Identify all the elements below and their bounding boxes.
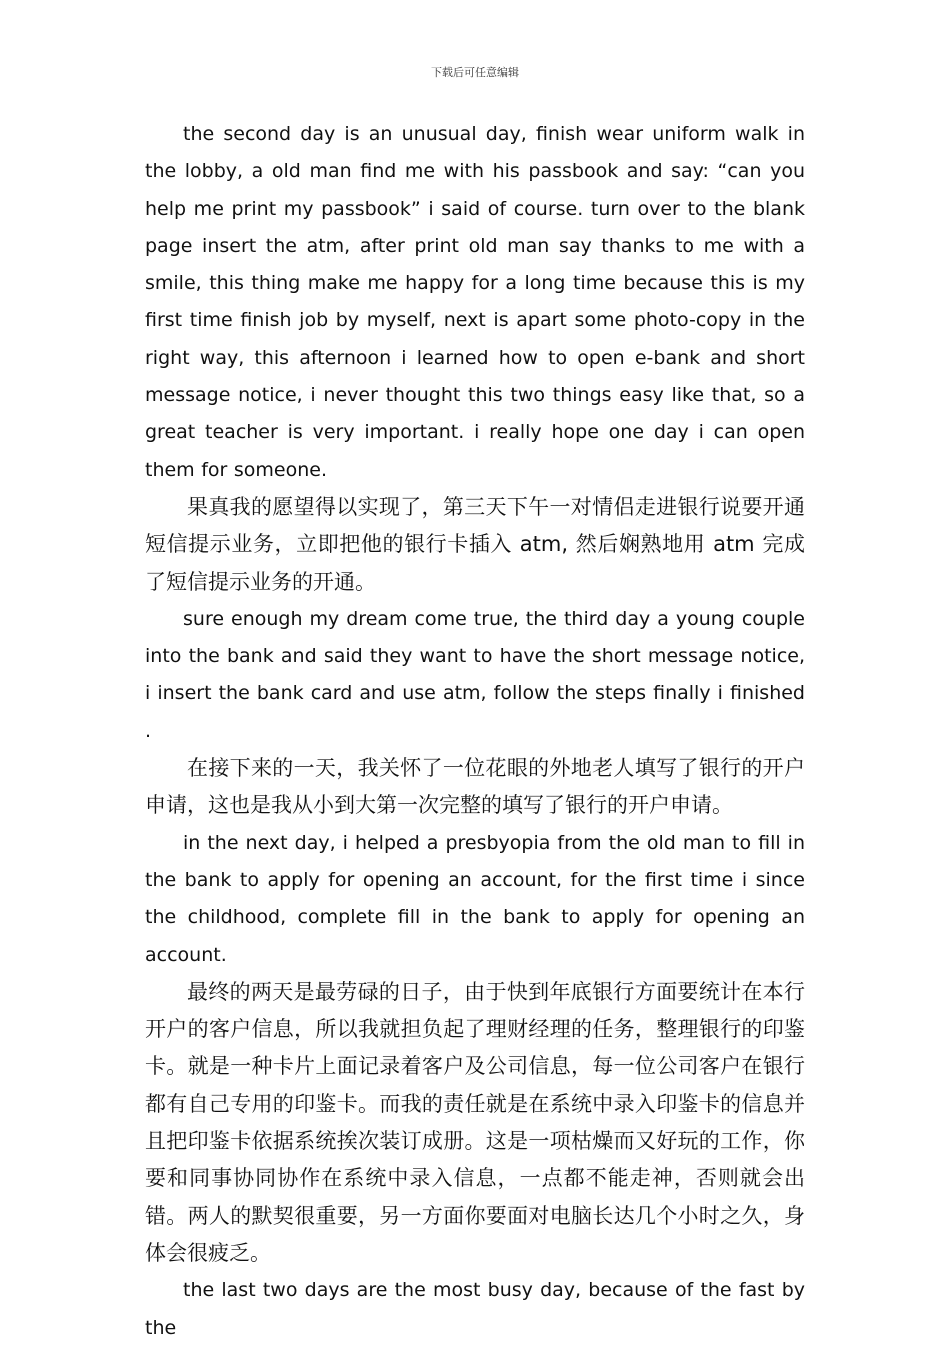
paragraph-en-last-days: the last two days are the most busy day, because of the fast by the (145, 1279, 805, 1339)
page-header: 下载后可任意编辑 (431, 66, 519, 79)
document-body (145, 116, 805, 1347)
paragraph-en-third-day: sure enough my dream come true, the third day a young couple into the bank and said they want to have the short message notice, i insert the bank card and use atm, follow the steps finally i finished . (145, 607, 805, 742)
paragraph-zh-last-days: 最终的两天是最劳碌的日子，由于快到年底银行方面要统计在本行开户的客户信息，所以我就担负起了理财经理的任务，整理银行的印鉴卡。就是一种卡片上面记录着客户及公司信息，每一位公司客户在银行都有自己专用的印鉴卡。而我的责任就是在系统中录入印鉴卡的信息并且把印鉴卡依据系统挨次装订成册。这是一项枯燥而又好玩的工作，你要和同事协同协作在系统中录入信息，一点都不能走神，否则就会出错。两人的默契很重要，另一方面你要面对电脑长达几个小时之久，身体会很疲乏。 (145, 979, 805, 1265)
paragraph-zh-next-day: 在接下来的一天，我关怀了一位花眼的外地老人填写了银行的开户申请，这也是我从小到大第一次完整的填写了银行的开户申请。 (145, 756, 805, 818)
paragraph-en-next-day: in the next day, i helped a presbyopia from the old man to fill in the bank to apply for opening an account, for the first time i since the childhood, complete fill in the bank to apply for opening an account. (145, 831, 805, 966)
paragraph-zh-third-day: 果真我的愿望得以实现了，第三天下午一对情侣走进银行说要开通短信提示业务，立即把他的银行卡插入 atm, 然后娴熟地用 atm 完成了短信提示业务的开通。 (145, 494, 805, 594)
paragraph-en-second-day: the second day is an unusual day, finish wear uniform walk in the lobby, a old man find me with his passbook and say: “can you help me print my passbook” i said of course. turn over to the blank page insert the atm, after print old man say thanks to me with a smile, this thing make me happy for a long time because this is my first time finish job by myself, next is apart some photo-copy in the right way, this afternoon i learned how to open e-bank and short message notice, i never thought this two things easy like that, so a great teacher is very important. i really hope one day i can open them for someone. (145, 123, 805, 481)
